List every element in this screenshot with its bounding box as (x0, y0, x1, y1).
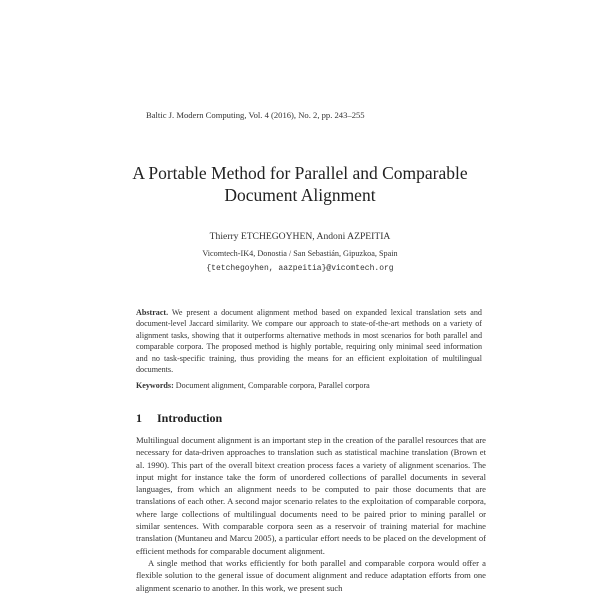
body-text (136, 434, 486, 594)
abstract-label: Abstract. (136, 308, 169, 317)
abstract-text: We present a document alignment method based on expanded lexical translation sets and document-level Jaccard similarity. We compare our approach to state-of-the-art methods on a variety of alignment tasks, showing that it outperforms alternative methods in most scenarios for both parallel and comparable corpora. The proposed method is highly portable, requiring only minimal seed information and no task-specific training, thus providing the means for an efficient exploitation of multilingual documents. (136, 308, 482, 375)
keywords-label: Keywords: (136, 381, 174, 390)
title-line-1: A Portable Method for Parallel and Comparable (132, 163, 468, 183)
section-number: 1 (136, 411, 142, 425)
journal-header: Baltic J. Modern Computing, Vol. 4 (2016), No. 2, pp. 243–255 (146, 110, 365, 120)
paper-title (0, 162, 600, 206)
title-line-2: Document Alignment (224, 185, 376, 205)
abstract (136, 307, 482, 375)
paragraph-1: Multilingual document alignment is an important step in the creation of the parallel resources that are necessary for data-driven approaches to translation such as statistical machine translation (Brown et al. 1990). This part of the overall bitext creation process faces a variety of alignment scenarios. The input might for instance take the form of unordered collections of parallel documents in several languages, from which an alignment needs to be computed to pair those documents that are translations of each other. A second major scenario relates to the exploitation of comparable corpora, where large collections of multilingual documents need to be paired prior to mining parallel or similar sentences. With comparable corpora seen as a reservoir of training material for machine translation (Muntaneu and Marcu 2005), a particular effort needs to be placed on the development of efficient methods for comparable document alignment. (136, 435, 486, 556)
affiliation: Vicomtech-IK4, Donostia / San Sebastián, Gipuzkoa, Spain (202, 249, 398, 258)
authors: Thierry ETCHEGOYHEN, Andoni AZPEITIA (209, 231, 391, 242)
keywords-text: Document alignment, Comparable corpora, Parallel corpora (175, 381, 370, 390)
paragraph-2: A single method that works efficiently for both parallel and comparable corpora would offer a flexible solution to the general issue of document alignment and reduce adaptation efforts from one alignment scenario to another. In this work, we present such (136, 557, 486, 593)
keywords (136, 381, 482, 390)
section-title: Introduction (157, 411, 223, 425)
author-email: {tetchegoyhen, aazpeitia}@vicomtech.org (206, 264, 394, 273)
section-heading (136, 411, 222, 426)
